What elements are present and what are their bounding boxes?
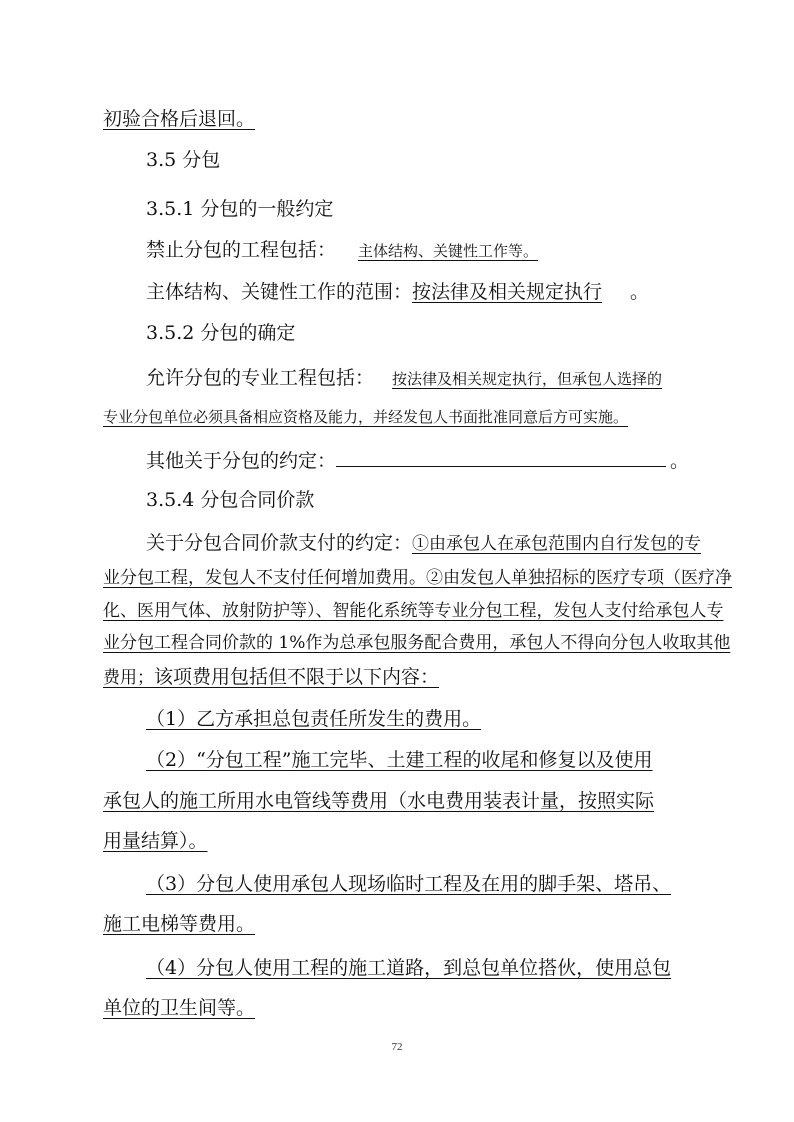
other-subcontract-end: 。 [670, 450, 690, 472]
payment-text-5b: 该项费用包括但不限于以下内容： [154, 666, 440, 688]
heading-3-5: 3.5 分包 [146, 149, 221, 171]
heading-3-5-2: 3.5.2 分包的确定 [146, 322, 296, 344]
payment-text-3: 化、医用气体、放射防护等）、智能化系统等专业分包工程，发包人支付给承包人专 [103, 601, 724, 621]
allowed-subcontract-value-1: 按法律及相关规定执行，但承包人选择的 [392, 370, 663, 388]
allowed-subcontract-line [146, 366, 662, 391]
other-subcontract-label: 其他关于分包的约定： [146, 450, 337, 472]
key-work-scope-value: 按法律及相关规定执行 [412, 281, 603, 303]
other-subcontract-line [146, 448, 689, 473]
payment-text-5a: 费用； [103, 668, 154, 688]
page-number: 72 [391, 1041, 403, 1053]
list-item-3-line-2: 施工电梯等费用。 [103, 913, 256, 935]
list-item-2-line-2: 承包人的施工所用水电管线等费用（水电费用装表计量，按照实际 [103, 790, 655, 812]
list-item-2-line-3: 用量结算）。 [103, 830, 208, 852]
key-work-scope-label: 主体结构、关键性工作的范围： [146, 281, 413, 303]
list-item-4-line-2: 单位的卫生间等。 [103, 997, 256, 1019]
payment-line-1 [146, 531, 701, 556]
payment-text-2: 业分包工程，发包人不支付任何增加费用。②由发包人单独招标的医疗专项（医疗净 [103, 568, 732, 588]
other-subcontract-blank [336, 448, 666, 467]
key-work-scope-line [146, 280, 649, 304]
forbidden-subcontract-label: 禁止分包的工程包括： [146, 239, 337, 261]
payment-text-1: ①由承包人在承包范围内自行发包的专 [412, 534, 702, 554]
forbidden-subcontract-line [146, 238, 542, 263]
list-item-4-line-1: （4）分包人使用工程的施工道路，到总包单位搭伙，使用总包 [146, 957, 672, 979]
list-item-2-line-1: （2）“分包工程”施工完毕、土建工程的收尾和修复以及使用 [146, 749, 653, 771]
allowed-subcontract-value-2: 专业分包单位必须具备相应资格及能力，并经发包人书面批准同意后方可实施。 [103, 408, 629, 426]
heading-3-5-1: 3.5.1 分包的一般约定 [146, 198, 334, 220]
forbidden-subcontract-value: 主体结构、关键性工作等。 [358, 242, 539, 260]
heading-3-5-4: 3.5.4 分包合同价款 [146, 489, 315, 511]
payment-label: 关于分包合同价款支付的约定： [146, 532, 413, 554]
payment-line-5 [103, 665, 451, 690]
paragraph-continuation: 初验合格后退回。 [103, 108, 256, 130]
payment-text-4: 业分包工程合同价款的 1%作为总承包服务配合费用，承包人不得向分包人收取其他 [103, 633, 731, 653]
key-work-scope-end: 。 [630, 281, 650, 303]
list-item-1: （1）乙方承担总包责任所发生的费用。 [146, 708, 482, 730]
allowed-subcontract-label: 允许分包的专业工程包括： [146, 367, 375, 389]
list-item-3-line-1: （3）分包人使用承包人现场临时工程及在用的脚手架、塔吊、 [146, 873, 672, 895]
